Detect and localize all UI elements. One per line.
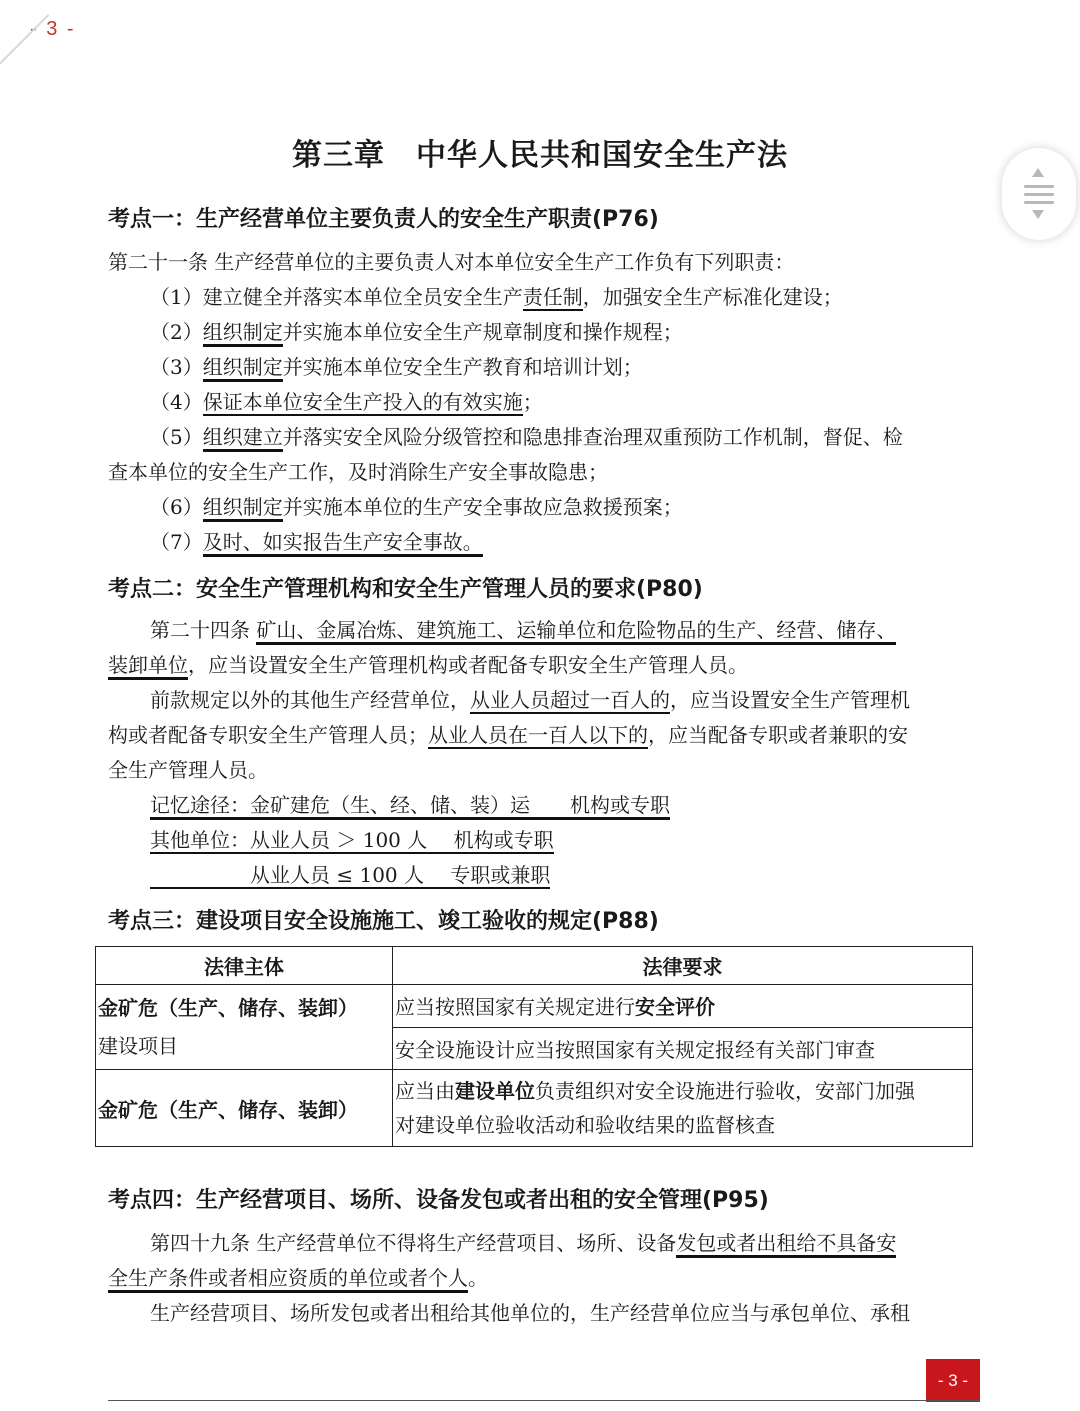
law-requirements-table [95, 946, 973, 1147]
duty-item-6: （6）组织制定并实施本单位的生产安全事故应急救援预案； [150, 493, 683, 521]
section-heading-4: 考点四：生产经营项目、场所、设备发包或者出租的安全管理(P95) [108, 1188, 769, 1213]
section-heading-3: 考点三：建设项目安全设施施工、竣工验收的规定(P88) [108, 909, 659, 934]
duty-item-5-cont: 查本单位的安全生产工作，及时消除生产安全事故隐患； [108, 460, 608, 484]
table-cell-subject-2: 金矿危（生产、储存、装卸） [96, 1070, 393, 1147]
duty-item-5: （5）组织建立并落实安全风险分级管控和隐患排查治理双重预防工作机制，督促、检 [150, 423, 903, 451]
menu-bar-icon [1024, 201, 1054, 204]
duty-item-2: （2）组织制定并实施本单位安全生产规章制度和操作规程； [150, 318, 683, 346]
duty-item-7: （7）及时、如实报告生产安全事故。 [150, 528, 483, 556]
table-header-requirement: 法律要求 [393, 947, 973, 985]
page-number-badge: - 3 - [926, 1359, 980, 1402]
chapter-title: 第三章 中华人民共和国安全生产法 [292, 138, 788, 173]
article-24-line-1: 第二十四条 矿山、金属冶炼、建筑施工、运输单位和危险物品的生产、经营、储存、 [150, 616, 896, 644]
footer-divider [108, 1400, 980, 1401]
memory-tip-1: 记忆途径：金矿建危（生、经、储、装）运 机构或专职 [150, 791, 670, 819]
table-cell-req-1: 应当按照国家有关规定进行安全评价 [393, 985, 973, 1028]
section-heading-2: 考点二：安全生产管理机构和安全生产管理人员的要求(P80) [108, 577, 703, 602]
article-49-para2: 生产经营项目、场所发包或者出租给其他单位的，生产经营单位应当与承包单位、承租 [150, 1301, 910, 1325]
article-21: 第二十一条 生产经营单位的主要负责人对本单位安全生产工作负有下列职责： [108, 250, 795, 274]
table-cell-req-2: 安全设施设计应当按照国家有关规定报经有关部门审查 [393, 1027, 973, 1070]
memory-tip-3: 从业人员 ≤ 100 人 专职或兼职 [150, 863, 551, 887]
scroll-down-icon[interactable] [1032, 210, 1044, 219]
article-49-line-2: 全生产条件或者相应资质的单位或者个人。 [108, 1264, 488, 1292]
menu-bar-icon [1024, 193, 1054, 196]
article-49-line-1: 第四十九条 生产经营单位不得将生产经营项目、场所、设备发包或者出租给不具备安 [150, 1229, 896, 1257]
section-heading-1: 考点一：生产经营单位主要负责人的安全生产职责(P76) [108, 207, 659, 232]
table-cell-subject-1: 金矿危（生产、储存、装卸） 建设项目 [96, 985, 393, 1070]
menu-bar-icon [1024, 185, 1054, 188]
duty-item-4: （4）保证本单位安全生产投入的有效实施； [150, 390, 543, 414]
article-24-para2-line-2: 构或者配备专职安全生产管理人员；从业人员在一百人以下的，应当配备专职或者兼职的安 [108, 723, 908, 747]
duty-item-3: （3）组织制定并实施本单位安全生产教育和培训计划； [150, 353, 643, 381]
article-24-line-2: 装卸单位，应当设置安全生产管理机构或者配备专职安全生产管理人员。 [108, 651, 748, 679]
article-24-para2-line-1: 前款规定以外的其他生产经营单位，从业人员超过一百人的，应当设置安全生产管理机 [150, 688, 910, 712]
duty-item-1: （1）建立健全并落实本单位全员安全生产责任制，加强安全生产标准化建设； [150, 285, 843, 309]
table-cell-req-3: 应当由建设单位负责组织对安全设施进行验收，安部门加强 对建设单位验收活动和验收结果的监督核查 [393, 1070, 973, 1147]
memory-tip-2: 其他单位：从业人员 ＞ 100 人 机构或专职 [150, 828, 554, 852]
article-24-para2-line-3: 全生产管理人员。 [108, 758, 268, 782]
corner-page-number: - 3 - [30, 18, 76, 40]
table-header-subject: 法律主体 [96, 947, 393, 985]
